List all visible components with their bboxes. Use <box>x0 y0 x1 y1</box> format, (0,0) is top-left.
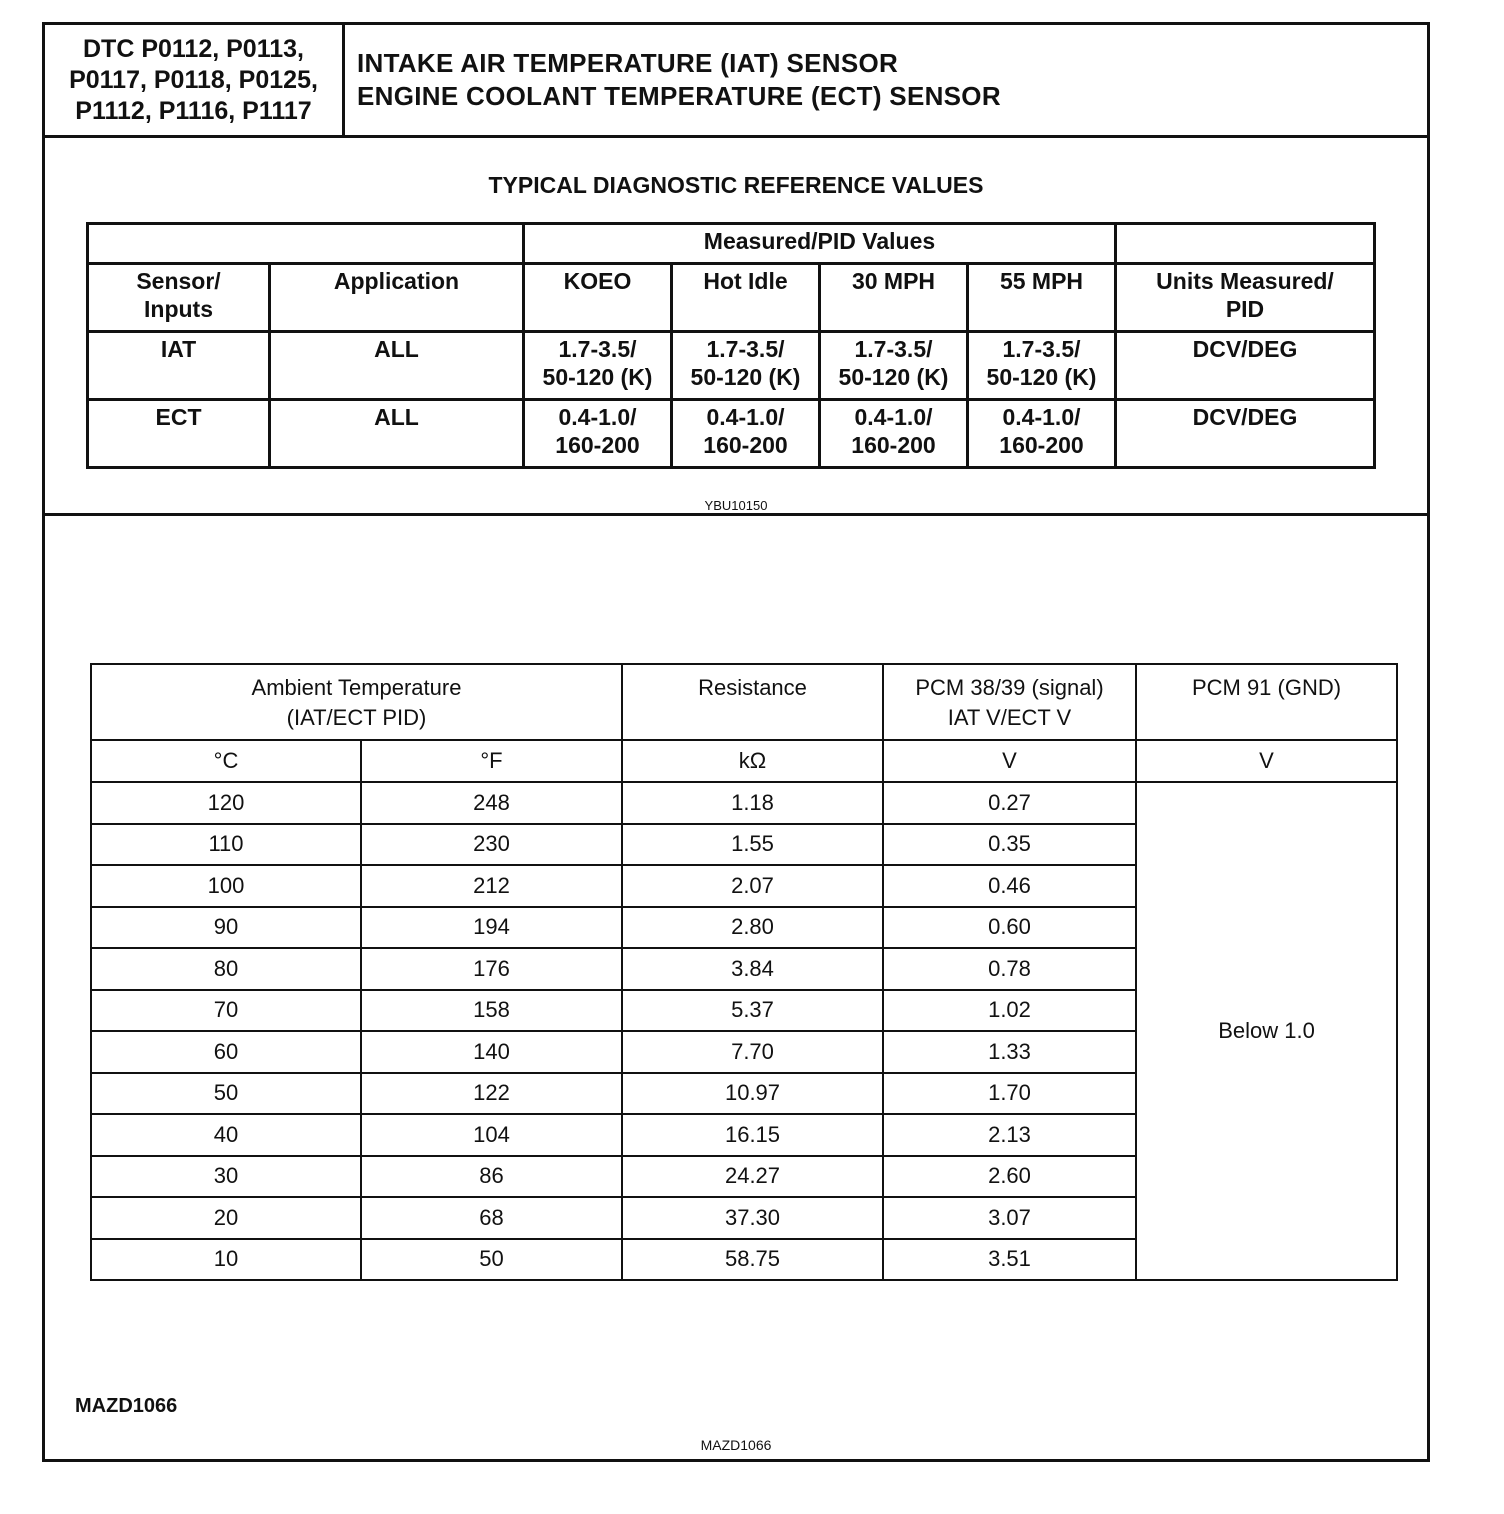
reference-figure-code: YBU10150 <box>704 498 768 513</box>
value-cell: 0.4-1.0/ 160-200 <box>968 400 1116 468</box>
units-header-line: Units Measured/ <box>1156 268 1334 294</box>
fahrenheit-cell: 140 <box>361 1031 622 1073</box>
signal-voltage-cell: 2.13 <box>883 1114 1136 1156</box>
document-frame <box>42 22 1430 1462</box>
hot-idle-header: Hot Idle <box>672 264 820 332</box>
fahrenheit-cell: 158 <box>361 990 622 1032</box>
celsius-cell: 10 <box>91 1239 361 1281</box>
header-band <box>45 25 1427 138</box>
resistance-cell: 16.15 <box>622 1114 883 1156</box>
reference-row-iat <box>88 332 1375 400</box>
signal-voltage-cell: 0.27 <box>883 782 1136 824</box>
application-cell: ALL <box>270 400 524 468</box>
reference-values-panel <box>45 138 1427 516</box>
sensor-cell: ECT <box>88 400 270 468</box>
ambient-temperature-header: Ambient Temperature (IAT/ECT PID) <box>91 664 622 740</box>
fahrenheit-cell: 248 <box>361 782 622 824</box>
value-cell: 0.4-1.0/ 160-200 <box>672 400 820 468</box>
signal-voltage-cell: 0.46 <box>883 865 1136 907</box>
koeo-header: KOEO <box>524 264 672 332</box>
volt-unit: V <box>883 740 1136 782</box>
celsius-unit: °C <box>91 740 361 782</box>
table-row <box>91 782 1397 824</box>
signal-voltage-cell: 1.33 <box>883 1031 1136 1073</box>
sensor-header-line: Inputs <box>144 296 213 322</box>
application-cell: ALL <box>270 332 524 400</box>
celsius-cell: 90 <box>91 907 361 949</box>
signal-voltage-cell: 3.51 <box>883 1239 1136 1281</box>
sensor-cell: IAT <box>88 332 270 400</box>
signal-voltage-cell: 1.02 <box>883 990 1136 1032</box>
fahrenheit-cell: 86 <box>361 1156 622 1198</box>
30mph-header: 30 MPH <box>820 264 968 332</box>
signal-voltage-cell: 3.07 <box>883 1197 1136 1239</box>
gnd-voltage-cell: Below 1.0 <box>1136 782 1397 1280</box>
resistance-cell: 3.84 <box>622 948 883 990</box>
value-cell: 1.7-3.5/ 50-120 (K) <box>820 332 968 400</box>
resistance-cell: 37.30 <box>622 1197 883 1239</box>
resistance-header-row <box>91 664 1397 740</box>
resistance-cell: 2.80 <box>622 907 883 949</box>
value-cell: 0.4-1.0/ 160-200 <box>820 400 968 468</box>
signal-voltage-cell: 0.35 <box>883 824 1136 866</box>
units-header <box>1116 264 1375 332</box>
signal-voltage-cell: 0.60 <box>883 907 1136 949</box>
celsius-cell: 120 <box>91 782 361 824</box>
sensor-header <box>88 264 270 332</box>
figure-code-small: MAZD1066 <box>700 1437 772 1453</box>
pcm-gnd-header: PCM 91 (GND) <box>1136 664 1397 740</box>
application-header: Application <box>270 264 524 332</box>
units-header-line: PID <box>1225 296 1265 322</box>
title-line: ENGINE COOLANT TEMPERATURE (ECT) SENSOR <box>357 81 1001 111</box>
fahrenheit-cell: 212 <box>361 865 622 907</box>
pcm-signal-header: PCM 38/39 (signal) IAT V/ECT V <box>883 664 1136 740</box>
title-line: INTAKE AIR TEMPERATURE (IAT) SENSOR <box>357 48 899 78</box>
celsius-cell: 100 <box>91 865 361 907</box>
dtc-line: P1112, P1116, P1117 <box>75 96 312 125</box>
reference-table <box>86 222 1376 469</box>
fahrenheit-cell: 50 <box>361 1239 622 1281</box>
55mph-header: 55 MPH <box>968 264 1116 332</box>
fahrenheit-cell: 68 <box>361 1197 622 1239</box>
fahrenheit-cell: 176 <box>361 948 622 990</box>
reference-title: TYPICAL DIAGNOSTIC REFERENCE VALUES <box>488 172 984 198</box>
units-cell: DCV/DEG <box>1116 400 1375 468</box>
fahrenheit-cell: 230 <box>361 824 622 866</box>
resistance-cell: 10.97 <box>622 1073 883 1115</box>
celsius-cell: 40 <box>91 1114 361 1156</box>
signal-voltage-cell: 2.60 <box>883 1156 1136 1198</box>
resistance-cell: 1.18 <box>622 782 883 824</box>
empty-header-cell <box>88 224 524 264</box>
celsius-cell: 60 <box>91 1031 361 1073</box>
fahrenheit-cell: 194 <box>361 907 622 949</box>
resistance-table <box>90 663 1398 1281</box>
value-cell: 1.7-3.5/ 50-120 (K) <box>524 332 672 400</box>
signal-voltage-cell: 1.70 <box>883 1073 1136 1115</box>
celsius-cell: 110 <box>91 824 361 866</box>
units-row <box>91 740 1397 782</box>
reference-group-row <box>88 224 1375 264</box>
signal-voltage-cell: 0.78 <box>883 948 1136 990</box>
reference-header-row <box>88 264 1375 332</box>
measured-values-header: Measured/PID Values <box>524 224 1116 264</box>
value-cell: 1.7-3.5/ 50-120 (K) <box>968 332 1116 400</box>
celsius-cell: 70 <box>91 990 361 1032</box>
value-cell: 0.4-1.0/ 160-200 <box>524 400 672 468</box>
resistance-cell: 1.55 <box>622 824 883 866</box>
volt-unit: V <box>1136 740 1397 782</box>
units-cell: DCV/DEG <box>1116 332 1375 400</box>
resistance-cell: 2.07 <box>622 865 883 907</box>
celsius-cell: 80 <box>91 948 361 990</box>
dtc-line: P0117, P0118, P0125, <box>69 65 318 94</box>
resistance-cell: 24.27 <box>622 1156 883 1198</box>
resistance-header: Resistance <box>622 664 883 740</box>
fahrenheit-cell: 104 <box>361 1114 622 1156</box>
fahrenheit-cell: 122 <box>361 1073 622 1115</box>
dtc-codes-box <box>45 25 345 135</box>
value-cell: 1.7-3.5/ 50-120 (K) <box>672 332 820 400</box>
resistance-cell: 5.37 <box>622 990 883 1032</box>
empty-header-cell <box>1116 224 1375 264</box>
document-title <box>357 47 1001 113</box>
celsius-cell: 50 <box>91 1073 361 1115</box>
sensor-header-line: Sensor/ <box>136 268 221 294</box>
celsius-cell: 20 <box>91 1197 361 1239</box>
kohm-unit: kΩ <box>622 740 883 782</box>
dtc-line: DTC P0112, P0113, <box>83 34 304 63</box>
fahrenheit-unit: °F <box>361 740 622 782</box>
reference-row-ect <box>88 400 1375 468</box>
resistance-cell: 58.75 <box>622 1239 883 1281</box>
celsius-cell: 30 <box>91 1156 361 1198</box>
figure-code-bold: MAZD1066 <box>75 1395 178 1417</box>
resistance-cell: 7.70 <box>622 1031 883 1073</box>
